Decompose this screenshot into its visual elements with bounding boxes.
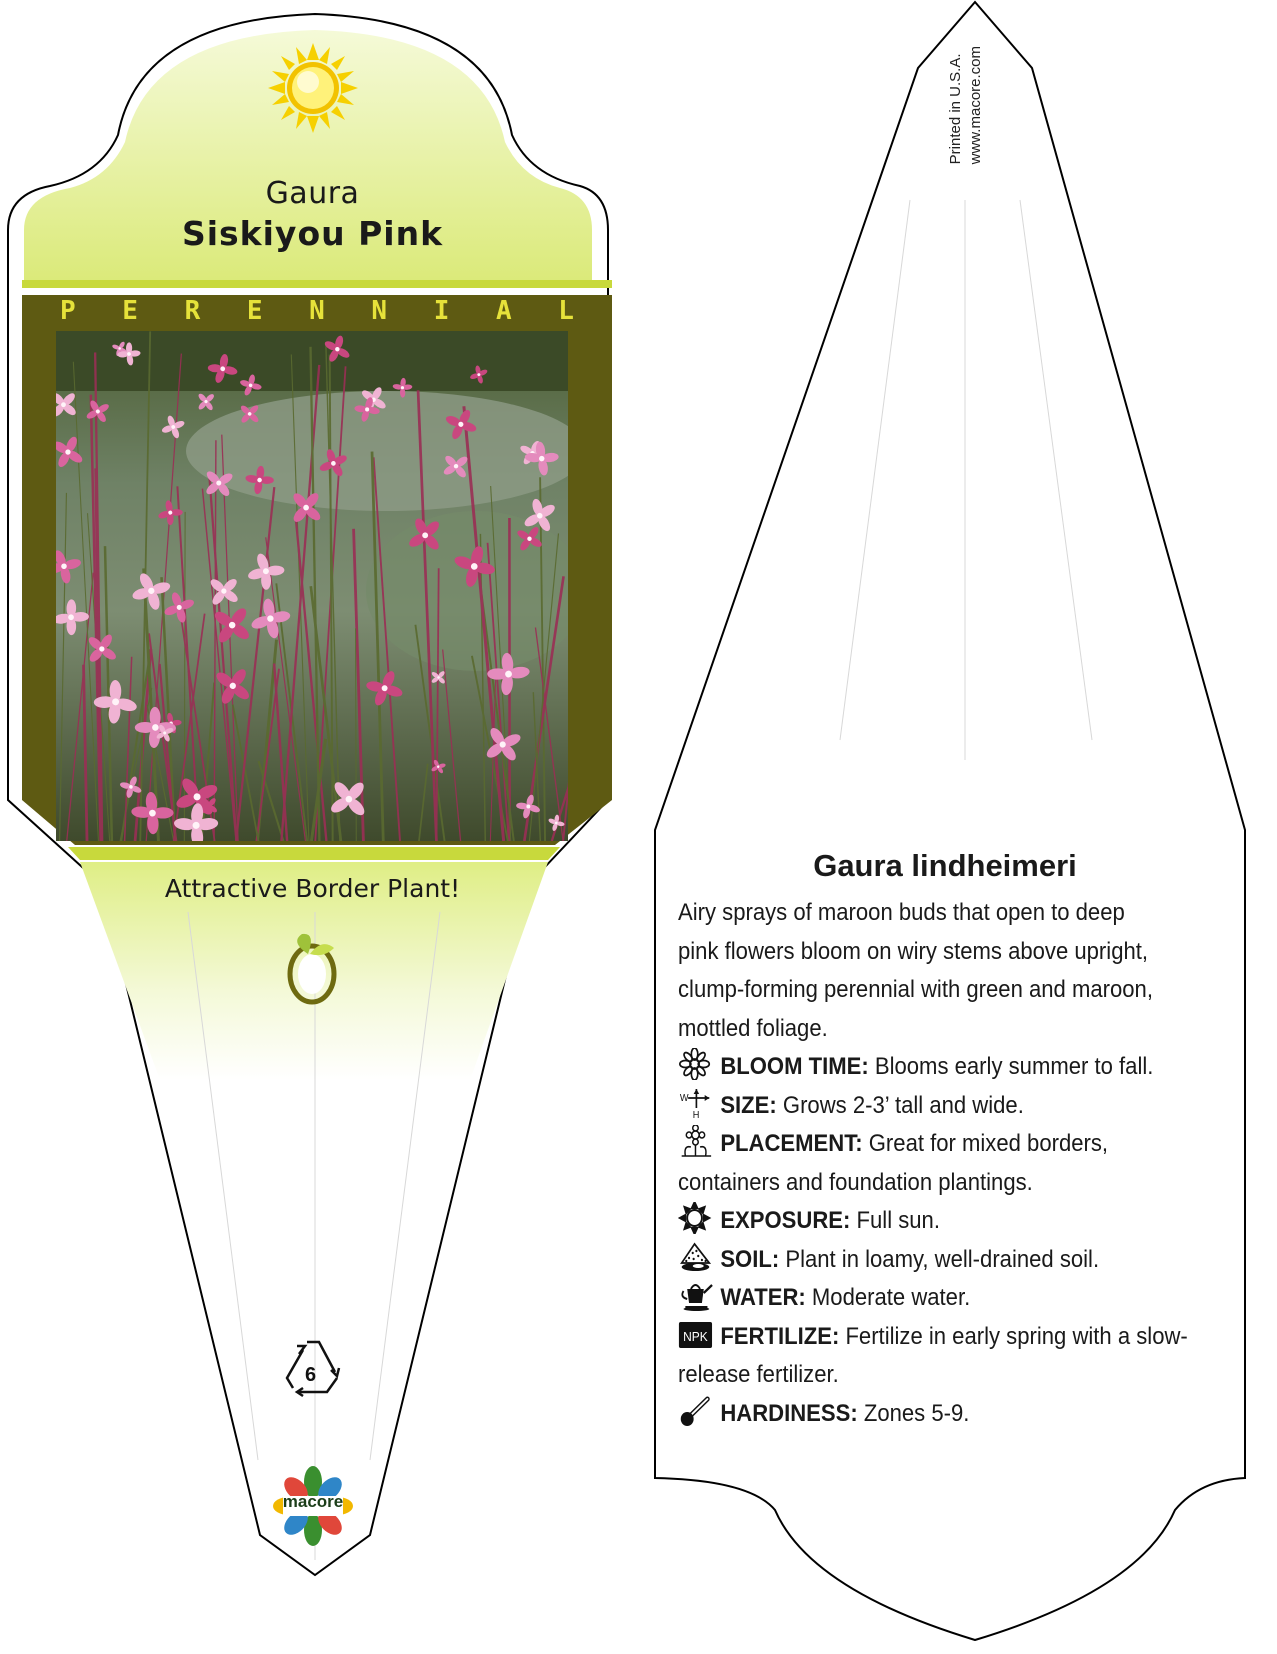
water-label: WATER: [720, 1284, 806, 1311]
bloom-time-text: Blooms early summer to fall. [874, 1053, 1154, 1080]
npk-icon-text: NPK [683, 1329, 708, 1344]
fertilize-label: FERTILIZE: [720, 1322, 840, 1350]
category-letter: A [495, 296, 512, 326]
fertilize-row [678, 1318, 1193, 1395]
hardiness-label: HARDINESS: [720, 1399, 858, 1427]
exposure-sun-icon [678, 1202, 715, 1234]
watering-can-icon [678, 1279, 715, 1311]
water-text: Moderate water. [811, 1284, 971, 1311]
hardiness-row [678, 1395, 1248, 1434]
printed-line2: www.macore.com [967, 46, 984, 165]
bloom-time-label: BLOOM TIME: [720, 1053, 869, 1080]
flower-icon [678, 1048, 715, 1080]
description [678, 894, 1170, 1048]
category-letter: E [246, 296, 263, 326]
size-icon-h: H [692, 1109, 700, 1119]
exposure-label: EXPOSURE: [720, 1207, 851, 1234]
size-text: Grows 2-3’ tall and wide. [782, 1091, 1024, 1119]
printed-line1: Printed in U.S.A. [947, 53, 964, 165]
sun-icon [268, 43, 358, 133]
category-letter: I [433, 296, 450, 326]
size-icon-w: W [679, 1092, 689, 1104]
soil-text: Plant in loamy, well-drained soil. [785, 1245, 1100, 1273]
botanical-name: Gaura lindheimeri [813, 848, 1077, 883]
npk-icon [678, 1318, 715, 1350]
cultivar-name: Siskiyou Pink [181, 214, 444, 253]
placement-icon [678, 1125, 715, 1157]
category-letter: N [309, 296, 325, 326]
bloom-time-row [678, 1048, 1248, 1087]
size-row [678, 1087, 1248, 1126]
exposure-text: Full sun. [856, 1207, 940, 1234]
category-letter: E [122, 296, 138, 326]
soil-icon [678, 1241, 715, 1273]
category-letter: L [558, 296, 574, 326]
size-icon [678, 1087, 715, 1119]
recycle-number: 6 [305, 1364, 317, 1386]
fertilize-text: Fertilize in early spring with a slow-release fertilizer. [678, 1322, 1188, 1388]
size-label: SIZE: [720, 1091, 777, 1119]
soil-row [678, 1241, 1248, 1280]
water-row [678, 1279, 1248, 1318]
soil-label: SOIL: [720, 1245, 780, 1273]
exposure-row [678, 1202, 1248, 1241]
brand-name: macore [282, 1492, 344, 1511]
placement-text: Great for mixed borders, containers and foundation plantings. [678, 1130, 1109, 1196]
plant-photo [56, 331, 568, 841]
category-letter: P [60, 296, 76, 326]
category-letter: R [184, 296, 201, 326]
category-label [22, 296, 612, 330]
common-name: Gaura [265, 176, 360, 211]
placement-label: PLACEMENT: [720, 1130, 863, 1157]
category-letter: N [371, 296, 388, 326]
hardiness-text: Zones 5-9. [863, 1399, 970, 1427]
thermometer-icon [678, 1395, 715, 1427]
tagline: Attractive Border Plant! [164, 874, 461, 903]
placement-row [678, 1125, 1193, 1202]
printed-info [946, 46, 986, 164]
description-text: Airy sprays of maroon buds that open to deep pink flowers bloom on wiry stems above upright, clump-forming perennial with green and maroon, mottled foliage. [678, 899, 1153, 1042]
care-info [678, 894, 1248, 1433]
